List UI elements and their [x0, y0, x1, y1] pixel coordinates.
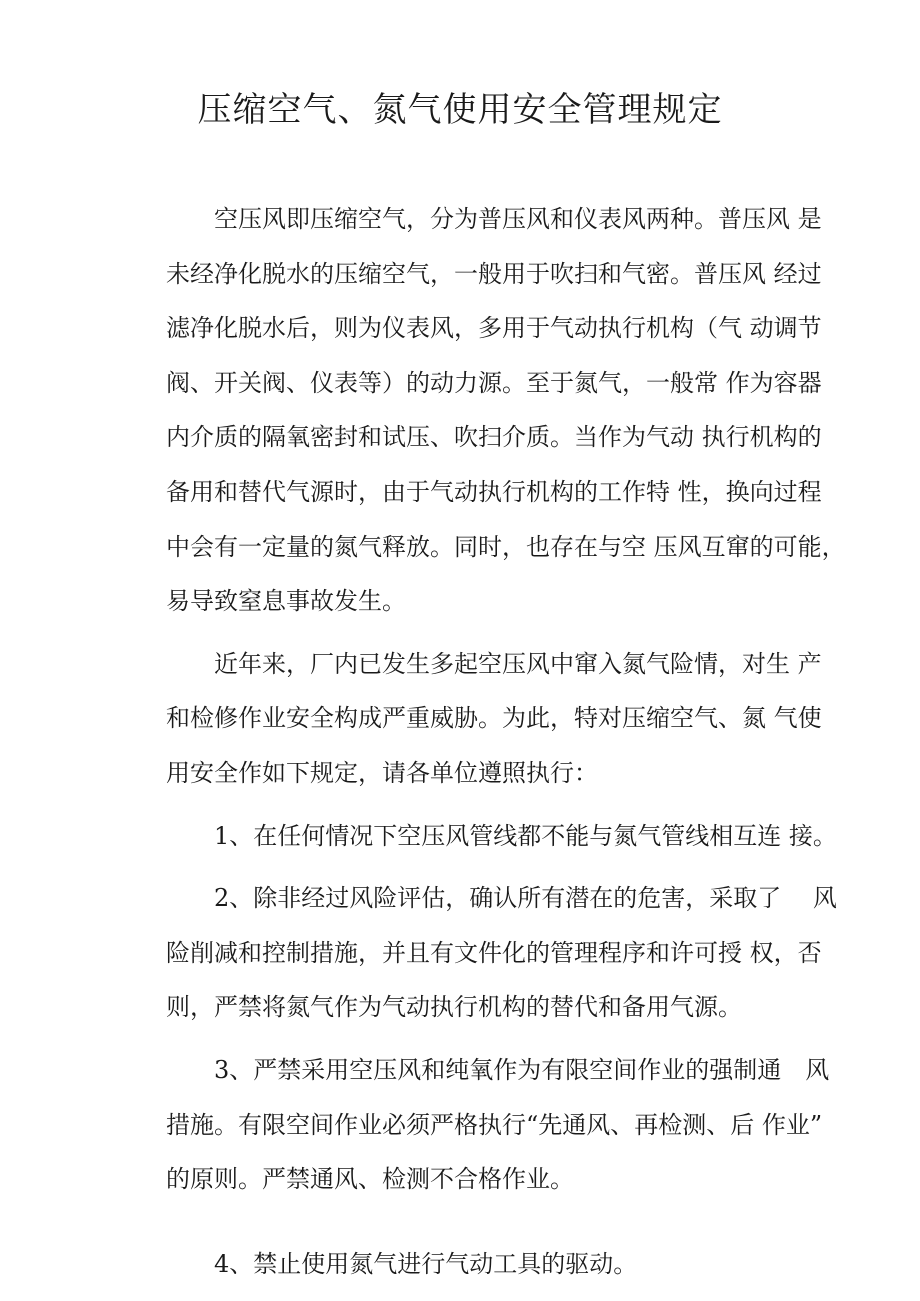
paragraph-line: 近年来，厂内已发生多起空压风中窜入氮气险情，对生 产 [214, 649, 822, 678]
rule-4-paragraph [118, 1237, 812, 1292]
paragraph-line: 和检修作业安全构成严重威胁。为此，特对压缩空气、氮 气使 [166, 704, 822, 733]
rule-3-paragraph [118, 1043, 830, 1207]
paragraph-line: 易导致窒息事故发生。 [166, 587, 406, 616]
document-body [118, 192, 846, 1291]
paragraph-line: 用安全作如下规定，请各单位遵照执行： [166, 758, 598, 787]
paragraph-line: 2、除非经过风险评估，确认所有潜在的危害，采取了 风 [214, 884, 837, 913]
paragraph-background [118, 637, 822, 801]
paragraph-line: 的原则。严禁通风、检测不合格作业。 [166, 1165, 574, 1194]
paragraph-line: 内介质的隔氧密封和试压、吹扫介质。当作为气动 执行机构的 [166, 423, 822, 452]
paragraph-line: 备用和替代气源时，由于气动执行机构的工作特 性，换向过程 [166, 477, 822, 506]
paragraph-line: 滤净化脱水后，则为仪表风，多用于气动执行机构（气 动调节 [166, 314, 822, 343]
paragraph-line: 则，严禁将氮气作为气动执行机构的替代和备用气源。 [166, 993, 742, 1022]
paragraph-line: 未经净化脱水的压缩空气，一般用于吹扫和气密。普压风 经过 [166, 259, 822, 288]
paragraph-line: 险削减和控制措施，并且有文件化的管理程序和许可授 权，否 [166, 938, 822, 967]
paragraph-line: 4、禁止使用氮气进行气动工具的驱动。 [214, 1249, 638, 1278]
rule-2-paragraph [118, 871, 837, 1035]
document-title: 压缩空气、氮气使用安全管理规定 [197, 90, 723, 130]
paragraph-line: 中会有一定量的氮气释放。同时，也存在与空 压风互窜的可能， [166, 532, 846, 561]
paragraph-line: 1、在任何情况下空压风管线都不能与氮气管线相互连 接。 [214, 821, 837, 850]
paragraph-line: 阀、开关阀、仪表等）的动力源。至于氮气，一般常 作为容器 [166, 368, 822, 397]
paragraph-line: 空压风即压缩空气，分为普压风和仪表风两种。普压风 是 [214, 205, 822, 233]
paragraph-line: 措施。有限空间作业必须严格执行“先通风、再检测、后 作业” [166, 1110, 823, 1139]
paragraph-intro [118, 192, 846, 629]
paragraph-line: 3、严禁采用空压风和纯氧作为有限空间作业的强制通 风 [214, 1055, 830, 1084]
rule-1-paragraph [118, 809, 837, 864]
